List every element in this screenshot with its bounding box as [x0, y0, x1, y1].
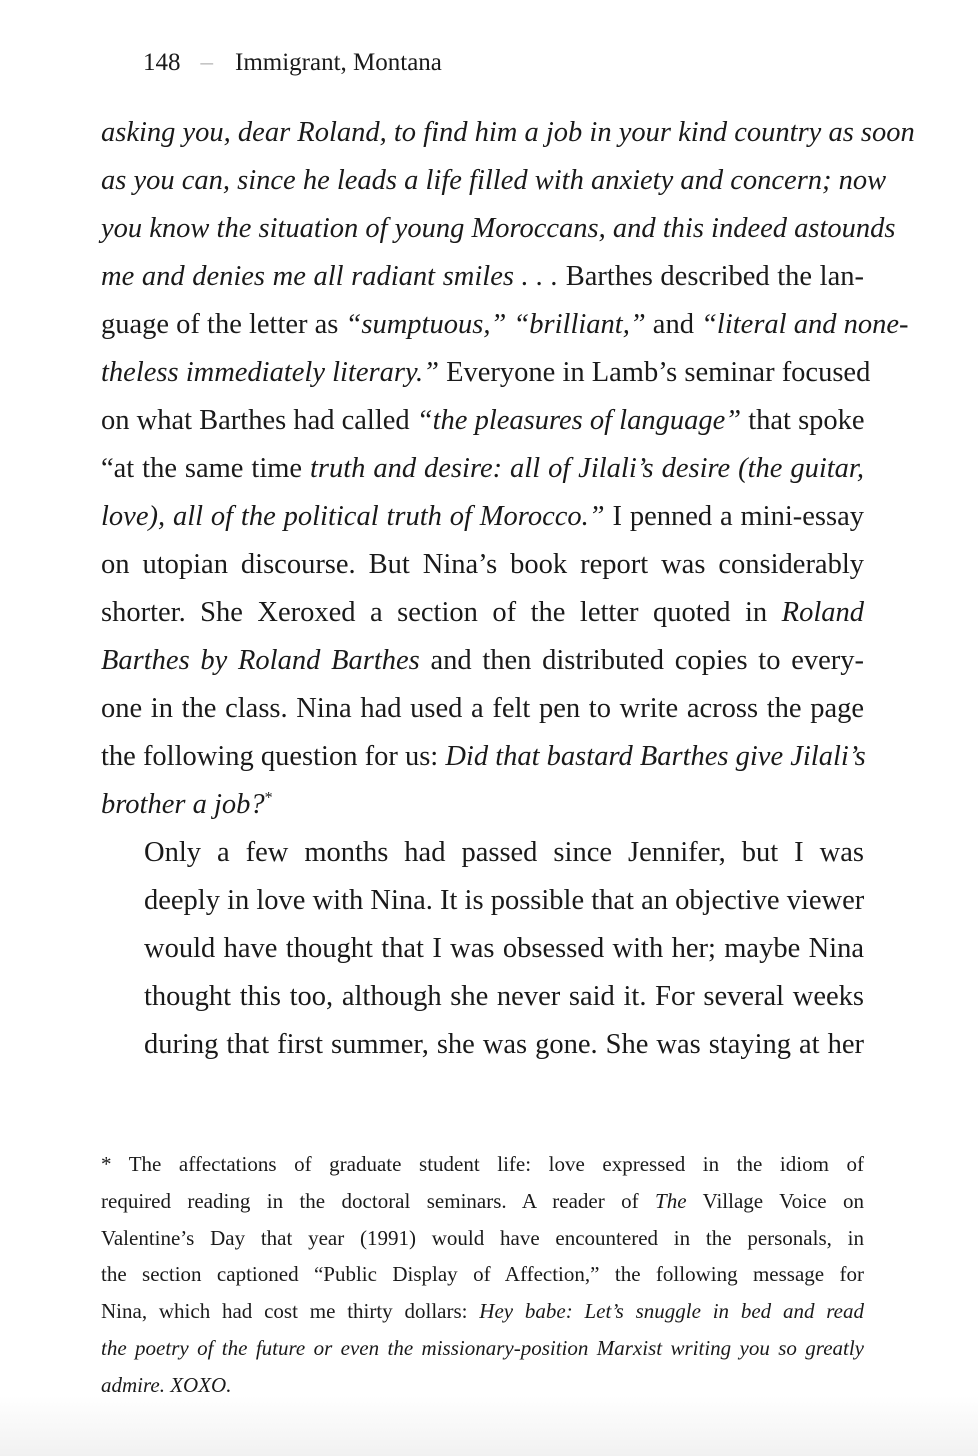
text-run: Valentine’s Day that year (1991) would have encountered in the personals, in	[101, 1225, 864, 1250]
footnote-line	[101, 1146, 864, 1183]
text-run: “at the same time	[101, 453, 310, 484]
footnote-line	[101, 1183, 864, 1220]
italic-text: brother a job?	[101, 789, 265, 820]
body-line: during that first summer, she was gone. She was staying at her	[144, 1029, 864, 1060]
body-line	[101, 157, 887, 205]
text-run: required reading in the doctoral seminars. A reader of	[101, 1188, 656, 1213]
italic-text: as you can, since he leads a life filled with anxiety and concern; now	[101, 165, 887, 196]
text-run: shorter. She Xeroxed a section of the letter quoted in	[101, 597, 782, 628]
italic-text: “the pleasures of language”	[416, 405, 742, 436]
header-separator: –	[200, 49, 213, 76]
text-run: Everyone in Lamb’s seminar focused	[439, 357, 871, 388]
text-run: on what Barthes had called	[101, 405, 417, 436]
text-run: * The affectations of graduate student life: love expressed in the idiom of	[101, 1152, 864, 1176]
italic-text: theless immediately literary.”	[101, 357, 439, 388]
body-line: deeply in love with Nina. It is possible that an objective viewer	[144, 885, 865, 916]
italic-text: Barthes by Roland Barthes	[101, 645, 420, 676]
italic-text: “sumptuous,” “brilliant,”	[345, 309, 646, 340]
body-line	[101, 493, 864, 541]
text-run: I penned a mini-essay	[604, 501, 864, 532]
body-line: would have thought that I was obsessed with her; maybe Nina	[144, 933, 864, 964]
text-run: on utopian discourse. But Nina’s book report was considerably	[101, 549, 864, 580]
footnote-line	[101, 1256, 864, 1293]
text-run: Village Voice on	[686, 1188, 864, 1213]
text-run: guage of the letter as	[101, 309, 346, 340]
body-line	[101, 253, 864, 301]
text-run: and	[645, 309, 702, 340]
footnote-line	[101, 1220, 864, 1257]
book-title: Immigrant, Montana	[235, 49, 442, 76]
body-line	[101, 589, 864, 637]
body-line	[101, 205, 896, 253]
italic-text: Hey babe: Let’s snuggle in bed and read	[479, 1299, 864, 1324]
text-run: that spoke	[741, 405, 865, 436]
italic-text: love), all of the political truth of Morocco.”	[101, 501, 605, 532]
italic-text: The	[655, 1188, 687, 1213]
body-line: thought this too, although she never said it. For several weeks	[144, 981, 864, 1012]
italic-text: you know the situation of young Moroccans, and this indeed astounds	[101, 213, 896, 244]
footnote-line	[101, 1367, 864, 1404]
footnote-line	[101, 1293, 864, 1330]
body-line	[101, 781, 864, 829]
italic-text: the poetry of the future or even the missionary-position Marxist writing you so greatly	[101, 1335, 864, 1360]
paragraph-continued	[101, 109, 915, 829]
text-run: and then distributed copies to every-	[419, 645, 864, 676]
body-line	[101, 349, 871, 397]
italic-text: me and denies me all radiant smiles . . .	[101, 261, 559, 292]
body-line: Only a few months had passed since Jennifer, but I was	[144, 837, 864, 868]
text-run: the section captioned “Public Display of Affection,” the following message for	[101, 1262, 864, 1287]
italic-text: asking you, dear Roland, to find him a job in your kind country as soon	[101, 117, 915, 148]
body-line	[101, 685, 864, 733]
body-line	[101, 109, 915, 157]
footnote	[101, 1146, 864, 1404]
body-line	[101, 637, 864, 685]
italic-text: Did that bastard Barthes give Jilali’s	[445, 741, 866, 772]
running-head	[143, 46, 442, 80]
text-run: Nina, which had cost me thirty dollars:	[101, 1299, 480, 1324]
body-line	[101, 733, 864, 781]
text-run: one in the class. Nina had used a felt pen to write across the page	[101, 693, 864, 724]
footnote-line	[101, 1330, 864, 1367]
paragraph-second	[101, 829, 864, 1069]
body-line	[101, 301, 909, 349]
italic-text: “literal and none-	[701, 309, 909, 340]
body-line	[101, 397, 864, 445]
body-text	[101, 109, 915, 1069]
text-run: the following question for us:	[101, 741, 446, 772]
footnote-marker: *	[264, 789, 273, 807]
text-run: Barthes described the lan-	[558, 261, 864, 292]
italic-text: Roland	[781, 597, 864, 628]
body-line	[101, 445, 864, 493]
body-line	[101, 541, 864, 589]
page-number: 148	[143, 49, 181, 76]
italic-text: admire. XOXO.	[101, 1372, 232, 1397]
page-bottom-shade	[0, 1396, 978, 1456]
italic-text: truth and desire: all of Jilali’s desire (the guitar,	[309, 453, 864, 484]
